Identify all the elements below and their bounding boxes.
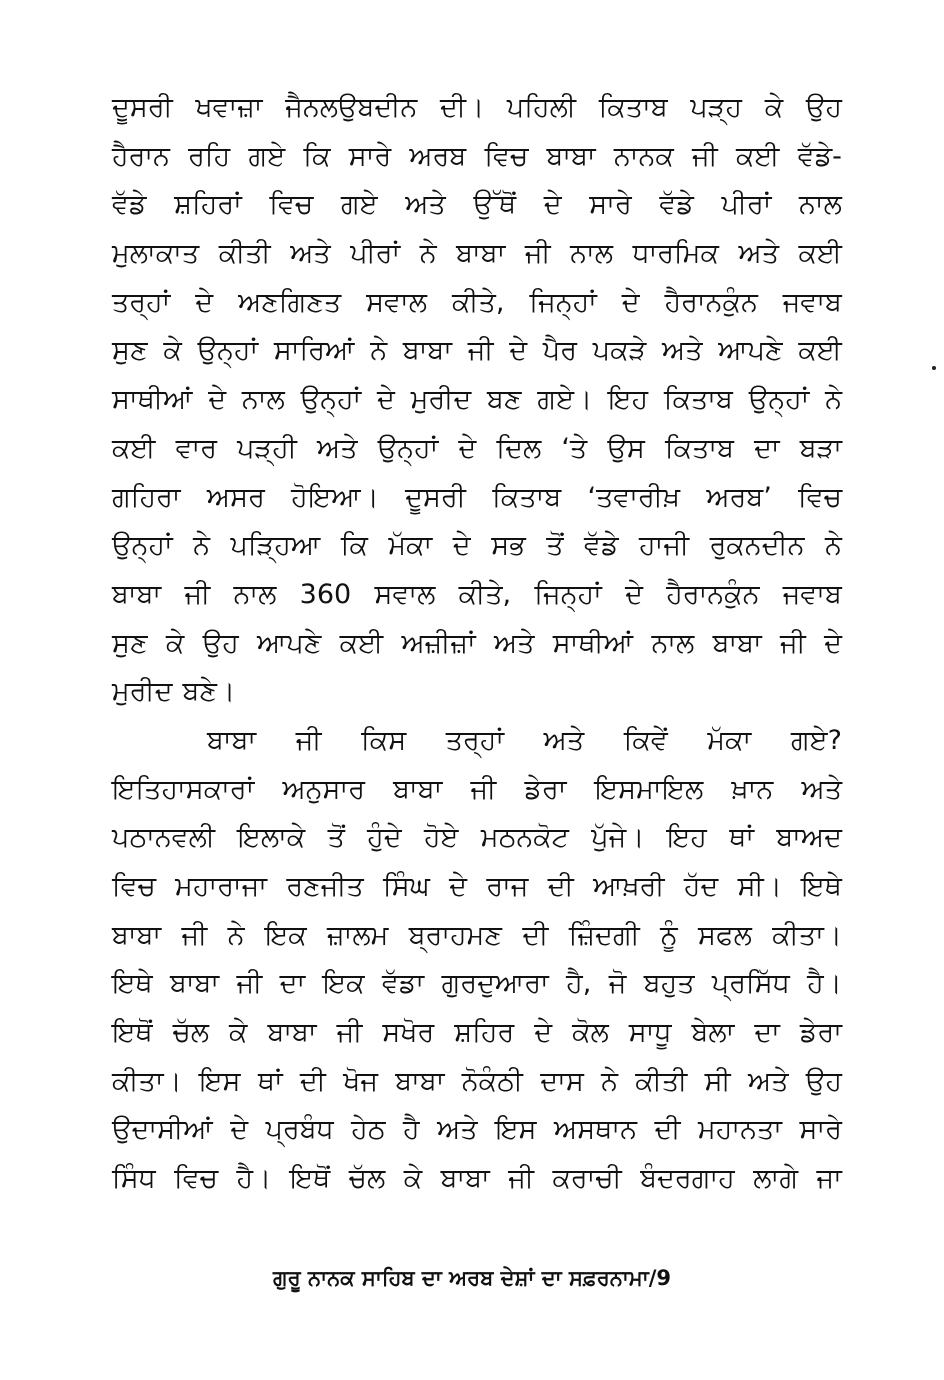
- body-text: [112, 84, 842, 1204]
- word: ਵਿਚ: [269, 189, 314, 221]
- word: ਤਰ੍ਹਾਂ: [112, 286, 171, 318]
- text-line: [112, 522, 842, 571]
- word: ਹੋਇਆ।: [291, 481, 379, 513]
- word: ਨੇ: [825, 530, 842, 562]
- word: ਨੇ: [227, 919, 245, 951]
- word: ਜੀ: [181, 919, 208, 951]
- word: ਸਭ: [491, 530, 526, 562]
- word: ਕਿਤਾਬ: [492, 481, 562, 513]
- word: ਜਿਨ੍ਹਾਂ: [529, 286, 597, 318]
- word: ਦੂਸਰੀ: [405, 481, 466, 513]
- word: ਜੀ: [336, 1017, 363, 1049]
- word: ਸਵਾਲ: [366, 286, 428, 318]
- word: ਬਾਬਾ: [456, 238, 506, 270]
- word: ਪੜ੍ਹਿਆ: [230, 530, 321, 562]
- word: ਕੀਤੇ,: [458, 578, 512, 610]
- word: ਬਹੁਤ: [643, 968, 695, 1000]
- word: ਕੀਤੀ: [635, 1065, 688, 1097]
- word: ਬਾਅਦ: [776, 822, 842, 854]
- word: ਜੀ: [524, 238, 551, 270]
- text-line: [112, 1009, 842, 1058]
- word: ਨਾਲ: [651, 627, 695, 659]
- word: ਕੀਤੀ: [218, 238, 271, 270]
- word: ਦੇ: [449, 871, 467, 902]
- word: ਕਿ: [303, 140, 331, 172]
- word: ਕਈ: [339, 627, 384, 659]
- word: ਨੂੰ: [660, 919, 678, 951]
- word: ਅਜ਼ੀਜ਼ਾਂ: [401, 627, 476, 659]
- word: ਕਈ: [798, 335, 842, 367]
- word: ਕਈ: [736, 140, 780, 172]
- word: ਡੇਰਾ: [799, 1017, 842, 1049]
- word: ਜੈਨਲਉਬਦੀਨ: [285, 92, 418, 123]
- word: ਸਾਰਿਆਂ: [273, 335, 355, 367]
- word: ਰੁਕਨਦੀਨ: [709, 530, 805, 562]
- word: ਪੀਰਾਂ: [721, 189, 772, 221]
- word: ਵਿਚ: [798, 481, 842, 513]
- word: ਵੱਡੇ: [584, 530, 619, 562]
- word: ਅਤੇ: [747, 1065, 789, 1097]
- word: ਇਸ: [495, 1114, 537, 1146]
- word: ਬਾਬਾ: [712, 627, 762, 659]
- word: ਇਸ: [199, 1065, 241, 1097]
- word: ਖੋਜ: [343, 1065, 378, 1097]
- word: ਜੀ: [780, 627, 806, 659]
- word: ਤੋਂ: [546, 530, 564, 562]
- word: ਵਿਚ: [174, 1163, 218, 1195]
- word: ਸੀ: [704, 1065, 731, 1097]
- word: ਜਵਾਬ: [782, 286, 842, 318]
- word: ਜੀ: [236, 968, 263, 1000]
- word: ਕਿਤਾਬ: [664, 432, 734, 464]
- word: ਕੀਤਾ।: [112, 1065, 182, 1097]
- text-line: [112, 814, 842, 863]
- word: ਸ਼ਹਿਰ: [454, 1017, 515, 1049]
- word: ਦਾ: [754, 1017, 780, 1049]
- word: ਕਈ: [798, 238, 842, 270]
- word: ਕਿਤਾਬ: [663, 384, 733, 416]
- word: ਉਹ: [202, 627, 239, 659]
- word: ਦੇ: [195, 286, 214, 318]
- word: ਬੜਾ: [799, 432, 842, 464]
- word: ਆਖ਼ਰੀ: [593, 871, 665, 902]
- word: ਅਤੇ: [437, 1114, 478, 1146]
- word: ਤਰ੍ਹਾਂ: [445, 724, 505, 756]
- word: ਮੁਰੀਦ: [112, 676, 173, 708]
- word: ਮੱਕਾ: [388, 530, 433, 562]
- word: ਗਏ: [340, 189, 378, 221]
- word: ‘ਤੇ: [561, 432, 588, 464]
- word: ਨਾਲ: [799, 189, 842, 221]
- word: ਖ਼ਾਨ: [731, 773, 774, 805]
- text-line: [112, 668, 842, 717]
- word: ਕਿਸ: [361, 724, 407, 756]
- word: ਸ਼ਹਿਰਾਂ: [174, 189, 242, 221]
- word: ਦੇ: [452, 530, 471, 562]
- word: ਨੇ: [193, 530, 211, 562]
- word: ਦੇ: [377, 384, 395, 416]
- word: ਪਠਾਨਵਲੀ: [112, 822, 216, 854]
- word: ਹੋਏ: [423, 822, 459, 854]
- word: ਖਵਾਜ਼ਾ: [195, 92, 263, 123]
- word: ਉੱਥੋਂ: [473, 189, 517, 221]
- word: ਦੇ: [509, 335, 528, 367]
- word: ਇਸਮਾਇਲ: [594, 773, 704, 805]
- word: ਕੇ: [163, 335, 182, 367]
- word: ਵਿਚ: [484, 140, 529, 172]
- word: ਦੇ: [824, 627, 842, 659]
- word: ਪਹਿਲੀ: [506, 92, 576, 123]
- word: ਮੁਰੀਦ: [410, 384, 472, 416]
- word: ਦਾ: [754, 432, 780, 464]
- word: ਹੈ।: [236, 1163, 272, 1195]
- word: ਨੋਕੰਠੀ: [461, 1065, 523, 1097]
- word: ਨੇ: [601, 1065, 618, 1097]
- word: ਸਾਰੇ: [799, 1114, 842, 1146]
- word: ਉਹ: [805, 92, 842, 123]
- word: ਨਾਲ: [570, 238, 614, 270]
- word: ਜੀ: [184, 578, 211, 610]
- word: ਹੁੰਦੇ: [367, 822, 402, 854]
- word: ਪੜ੍ਹ: [690, 92, 743, 123]
- word: ਅਣਗਿਣਤ: [238, 286, 342, 318]
- word: ਜੀ: [692, 140, 718, 172]
- word: ਹੇਠ: [351, 1114, 386, 1146]
- word: ਉਨ੍ਹਾਂ: [300, 384, 362, 416]
- word: ‘ਤਵਾਰੀਖ਼: [587, 481, 681, 513]
- word: ਵੱਡਾ: [381, 968, 425, 1000]
- word: ਬਾਬਾ: [393, 773, 443, 805]
- word: ਬੇਲਾ: [691, 1017, 735, 1049]
- word: ਜਾ: [816, 1163, 842, 1195]
- word: ਹੈਰਾਨਕੁੰਨ: [666, 578, 760, 610]
- word: ਦਿਲ: [496, 432, 542, 464]
- word: ਬਣ: [487, 384, 522, 416]
- word: ਵੱਡੇ: [112, 189, 147, 221]
- word: ਗਹਿਰਾ: [112, 481, 181, 513]
- word: ਦੂਸਰੀ: [112, 92, 173, 123]
- word: ਨਾਲ: [241, 384, 285, 416]
- word: ਸੀ।: [737, 871, 782, 902]
- word: ਜਿਨ੍ਹਾਂ: [534, 578, 602, 610]
- word: ਜ਼ਾਲਮ: [327, 919, 389, 951]
- word: ਨੇ: [419, 238, 437, 270]
- word: ਇਹ: [666, 822, 707, 854]
- word: ਕੀਤੇ,: [452, 286, 505, 318]
- word: ਬਾਬਾ: [440, 1163, 490, 1195]
- text-line: [112, 84, 842, 133]
- word: ਬਾਬਾ: [546, 140, 596, 172]
- word: ਪੁੱਜੇ।: [591, 822, 645, 854]
- word: ਪ੍ਰਬੰਧ: [265, 1114, 334, 1146]
- word: ਦਾਸ: [540, 1065, 584, 1097]
- word: ਵਾਰ: [175, 432, 217, 464]
- word: ਅਤੇ: [493, 627, 535, 659]
- word: ਇਥੇ: [112, 968, 153, 1000]
- word: ਮੁਲਾਕਾਤ: [112, 238, 200, 270]
- word: ਉਨ੍ਹਾਂ: [377, 432, 439, 464]
- word: ਦੇ: [534, 1017, 553, 1049]
- word: ਨਾਨਕ: [613, 140, 674, 172]
- word: ਦੇ: [621, 286, 640, 318]
- word: ਹੈ।: [807, 968, 842, 1000]
- word: ਅਤੇ: [738, 238, 779, 270]
- word: ਸਿੰਧ: [112, 1163, 156, 1195]
- word: ਕੋਲ: [572, 1017, 609, 1049]
- word: ਇਕ: [322, 968, 365, 1000]
- text-line: [112, 912, 842, 961]
- word: ਚੱਲ: [348, 1163, 386, 1195]
- word: ਅਰਬ: [409, 140, 467, 172]
- word: ਅਤੇ: [543, 724, 585, 756]
- text-line: [112, 474, 842, 523]
- word: ਦੀ।: [439, 92, 485, 123]
- word: ਵਿਚ: [112, 871, 156, 902]
- word: ਉਨ੍ਹਾਂ: [112, 530, 173, 562]
- word: ਇਥੋਂ: [289, 1163, 331, 1195]
- word: ਹੱਦ: [683, 871, 719, 902]
- word: ਕਿ: [340, 530, 368, 562]
- word: ਬਾਬਾ: [207, 724, 257, 756]
- word: ਇਥੋਂ: [112, 1017, 153, 1049]
- text-line: [112, 863, 842, 912]
- word: ਕੇ: [403, 1163, 423, 1195]
- word: ਅਤੇ: [290, 238, 331, 270]
- word: ਕੇ: [229, 1017, 248, 1049]
- word: ਪ੍ਰਸਿੱਧ: [711, 968, 790, 1000]
- text-line: [112, 279, 842, 328]
- word: ਕਰਾਚੀ: [552, 1163, 622, 1195]
- word: ਕੇ: [764, 92, 784, 123]
- word: ਅਤੇ: [801, 773, 842, 805]
- word: ਸੁਣ: [112, 335, 148, 367]
- word: ਨਾਲ: [233, 578, 277, 610]
- word: ਦੇ: [543, 189, 562, 221]
- text-line: [112, 766, 842, 815]
- word: ਬੰਦਰਗਾਹ: [640, 1163, 735, 1195]
- word: ਹੈ: [402, 1114, 420, 1146]
- word: ਮਠਨਕੋਟ: [480, 822, 569, 854]
- word: ਸਾਰੇ: [348, 140, 392, 172]
- word: ਨੇ: [825, 384, 842, 416]
- text-line: [112, 230, 842, 279]
- word: ਬਣੇ।: [182, 676, 236, 708]
- word: ਮਹਾਰਾਜਾ: [175, 871, 268, 902]
- word: ਬਾਬਾ: [112, 919, 162, 951]
- word: ਦੀ: [299, 1065, 326, 1097]
- word: ਚੱਲ: [172, 1017, 210, 1049]
- text-line: [112, 960, 842, 1009]
- word: ਉਨ੍ਹਾਂ: [197, 335, 259, 367]
- running-footer: ਗੁਰੂ ਨਾਨਕ ਸਾਹਿਬ ਦਾ ਅਰਬ ਦੇਸ਼ਾਂ ਦਾ ਸਫ਼ਰਨਾਮਾ/9: [273, 1266, 671, 1290]
- word: ਵੱਡੇ: [659, 189, 694, 221]
- word: ਮੱਕਾ: [707, 724, 752, 756]
- word: ਆਪਣੇ: [256, 627, 322, 659]
- word: ਤੋਂ: [327, 822, 345, 854]
- word: ਗਏ।: [537, 384, 593, 416]
- paragraph-2: [112, 717, 842, 1204]
- text-line: [112, 1106, 842, 1155]
- word: ਬਾਬਾ: [112, 578, 162, 610]
- word: ਲਾਗੇ: [753, 1163, 799, 1195]
- word: ਅਤੇ: [662, 335, 703, 367]
- word: ਪੜ੍ਹੀ: [237, 432, 297, 464]
- text-line: [112, 327, 842, 376]
- word: ਗਏ?: [790, 724, 842, 756]
- word: ਜੀ: [470, 773, 497, 805]
- text-line: [112, 620, 842, 669]
- word: ਹੈ,: [566, 968, 592, 1000]
- word: ਸਵਾਲ: [374, 578, 436, 610]
- word: ਜਵਾਬ: [782, 578, 842, 610]
- word: ਅਸਥਾਨ: [554, 1114, 637, 1146]
- word: ਰਹਿ: [188, 140, 231, 172]
- word: ਦੀ: [522, 919, 549, 951]
- word: ਸਿੰਘ: [383, 871, 430, 902]
- word: ਧਾਰਮਿਕ: [632, 238, 719, 270]
- word: ਰਣਜੀਤ: [286, 871, 364, 902]
- text-line: [112, 717, 842, 766]
- text-line: [112, 571, 842, 620]
- word: ਬ੍ਰਾਹਮਣ: [408, 919, 502, 951]
- word: ਗਏ: [248, 140, 286, 172]
- word: ਪਕੜੇ: [592, 335, 647, 367]
- word: ਇਹ: [608, 384, 649, 416]
- word: ਸਾਥੀਆਂ: [112, 384, 193, 416]
- word: ਇਕ: [264, 919, 307, 951]
- word: ਕੀਤਾ।: [772, 919, 842, 951]
- word: ਇਲਾਕੇ: [237, 822, 306, 854]
- word: ਹੈਰਾਨਕੁੰਨ: [664, 286, 758, 318]
- word: ਦੇ: [208, 384, 227, 416]
- word: ਨੇ: [370, 335, 388, 367]
- word: ਜੋ: [608, 968, 627, 1000]
- word: ਬਾਬਾ: [402, 335, 452, 367]
- text-line: [112, 1058, 842, 1107]
- word: ਸਫਲ: [698, 919, 752, 951]
- word: ਦਾ: [279, 968, 306, 1000]
- word: ਦੇ: [458, 432, 477, 464]
- word: ਗੁਰਦੁਆਰਾ: [441, 968, 549, 1000]
- text-line: [112, 133, 842, 182]
- word: ਇਤਿਹਾਸਕਾਰਾਂ: [112, 773, 255, 805]
- text-line: [112, 376, 842, 425]
- word: ਬਾਬਾ: [169, 968, 220, 1000]
- scan-speck: [932, 366, 936, 370]
- word: ਜ਼ਿੰਦਗੀ: [568, 919, 640, 951]
- word: ਥਾਂ: [257, 1065, 283, 1097]
- word: ਜੀ: [508, 1163, 535, 1195]
- word: ਹੈਰਾਨ: [112, 140, 170, 172]
- word: ਕਿਤਾਬ: [598, 92, 668, 123]
- word: ਜੀ: [295, 724, 322, 756]
- word: ਡੇਰਾ: [524, 773, 567, 805]
- paragraph-1: [112, 84, 842, 717]
- word: ਦੇ: [230, 1114, 249, 1146]
- word: ਜੀ: [467, 335, 494, 367]
- text-line: [112, 181, 842, 230]
- word: ਅਤੇ: [405, 189, 446, 221]
- word: ਥਾਂ: [729, 822, 754, 854]
- word: ਦੀ: [654, 1114, 681, 1146]
- word: ਕੇ: [165, 627, 185, 659]
- word: ਅਨੁਸਾਰ: [282, 773, 365, 805]
- word: ਉਸ: [607, 432, 645, 464]
- word: ਪੈਰ: [542, 335, 578, 367]
- word: ਉਹ: [805, 1065, 842, 1097]
- word: ਉਦਾਸੀਆਂ: [112, 1114, 213, 1146]
- word: ਸਖੋਰ: [382, 1017, 435, 1049]
- word: ਮਹਾਨਤਾ: [698, 1114, 782, 1146]
- word: ਕਿਵੇਂ: [623, 724, 668, 756]
- word: ਬਾਬਾ: [395, 1065, 445, 1097]
- text-line: [112, 425, 842, 474]
- word: ਉਨ੍ਹਾਂ: [748, 384, 810, 416]
- word: ਆਪਣੇ: [718, 335, 783, 367]
- word: ਰਾਜ: [486, 871, 529, 902]
- word: ਪੀਰਾਂ: [350, 238, 401, 270]
- word: ਦੀ: [547, 871, 574, 902]
- word: ਸਾਥੀਆਂ: [552, 627, 634, 659]
- word: ਇਥੇ: [801, 871, 842, 902]
- word: ਅਸਰ: [206, 481, 265, 513]
- word: ਅਤੇ: [317, 432, 358, 464]
- word: 360: [299, 578, 352, 610]
- word: ਕਈ: [112, 432, 156, 464]
- word: ਸਾਰੇ: [589, 189, 632, 221]
- word: ਸੁਣ: [112, 627, 148, 659]
- word: ਸਾਧੂ: [628, 1017, 672, 1049]
- word: ਅਰਬ’: [706, 481, 772, 513]
- word: ਹਾਜੀ: [639, 530, 690, 562]
- word: ਬਾਬਾ: [267, 1017, 317, 1049]
- word: ਵੱਡੇ-: [797, 140, 842, 172]
- text-line: [112, 1155, 842, 1204]
- word: ਦੇ: [625, 578, 643, 610]
